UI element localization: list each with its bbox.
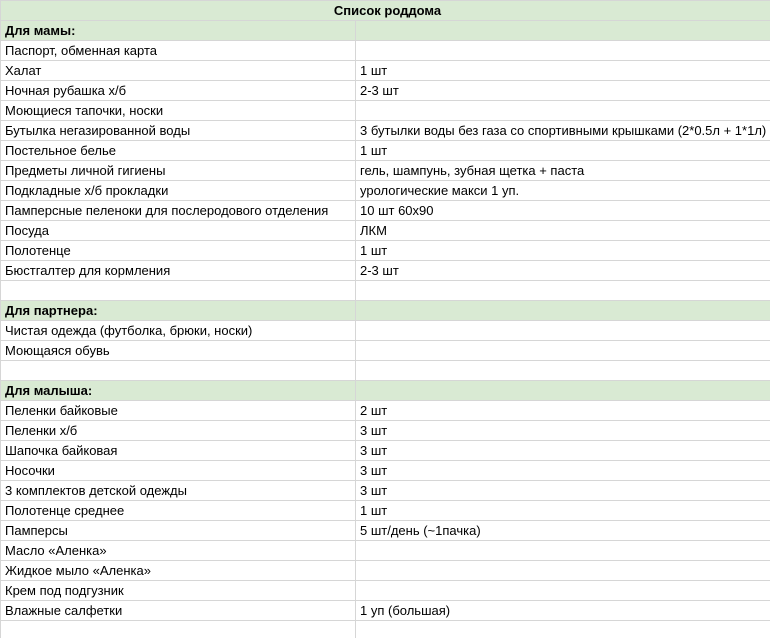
item-row xyxy=(1,261,770,281)
section-header-empty-cell[interactable] xyxy=(356,301,770,321)
item-row xyxy=(1,141,770,161)
item-name-cell[interactable]: Чистая одежда (футболка, брюки, носки) xyxy=(1,321,356,341)
item-name-cell[interactable]: Бюстгалтер для кормления xyxy=(1,261,356,281)
item-name-cell[interactable]: Полотенце среднее xyxy=(1,501,356,521)
section-header[interactable]: Для мамы: xyxy=(1,21,356,41)
item-qty-cell[interactable]: 3 шт xyxy=(356,421,770,441)
item-row xyxy=(1,501,770,521)
item-row xyxy=(1,461,770,481)
item-qty-cell[interactable]: 3 шт xyxy=(356,441,770,461)
item-qty-cell[interactable]: 1 шт xyxy=(356,61,770,81)
item-row xyxy=(1,421,770,441)
item-qty-cell[interactable] xyxy=(356,341,770,361)
item-row xyxy=(1,201,770,221)
item-qty-cell[interactable]: 3 бутылки воды без газа со спортивными крышками (2*0.5л + 1*1л) xyxy=(356,121,770,141)
empty-cell[interactable] xyxy=(356,361,770,381)
item-name-cell[interactable]: Носочки xyxy=(1,461,356,481)
item-name-cell[interactable]: Предметы личной гигиены xyxy=(1,161,356,181)
item-qty-cell[interactable]: 2 шт xyxy=(356,401,770,421)
spacer-row xyxy=(1,621,770,638)
item-row xyxy=(1,401,770,421)
item-name-cell[interactable]: Памперсные пеленоки для послеродового отделения xyxy=(1,201,356,221)
item-name-cell[interactable]: Пеленки х/б xyxy=(1,421,356,441)
title-row xyxy=(1,1,770,21)
item-name-cell[interactable]: 3 комплектов детской одежды xyxy=(1,481,356,501)
empty-cell[interactable] xyxy=(356,281,770,301)
item-name-cell[interactable]: Памперсы xyxy=(1,521,356,541)
item-qty-cell[interactable]: урологические макси 1 уп. xyxy=(356,181,770,201)
item-row xyxy=(1,581,770,601)
item-name-cell[interactable]: Халат xyxy=(1,61,356,81)
item-row xyxy=(1,521,770,541)
checklist-body xyxy=(1,1,770,638)
empty-cell[interactable] xyxy=(1,621,356,638)
empty-cell[interactable] xyxy=(356,621,770,638)
item-name-cell[interactable]: Жидкое мыло «Аленка» xyxy=(1,561,356,581)
item-name-cell[interactable]: Пеленки байковые xyxy=(1,401,356,421)
item-qty-cell[interactable]: 3 шт xyxy=(356,481,770,501)
item-name-cell[interactable]: Бутылка негазированной воды xyxy=(1,121,356,141)
item-row xyxy=(1,81,770,101)
item-name-cell[interactable]: Крем под подгузник xyxy=(1,581,356,601)
item-row xyxy=(1,561,770,581)
section-header[interactable]: Для партнера: xyxy=(1,301,356,321)
item-name-cell[interactable]: Масло «Аленка» xyxy=(1,541,356,561)
item-name-cell[interactable]: Постельное белье xyxy=(1,141,356,161)
item-name-cell[interactable]: Влажные салфетки xyxy=(1,601,356,621)
section-header[interactable]: Для малыша: xyxy=(1,381,356,401)
item-name-cell[interactable]: Шапочка байковая xyxy=(1,441,356,461)
item-qty-cell[interactable]: 5 шт/день (~1пачка) xyxy=(356,521,770,541)
item-qty-cell[interactable] xyxy=(356,561,770,581)
item-qty-cell[interactable] xyxy=(356,321,770,341)
empty-cell[interactable] xyxy=(1,361,356,381)
item-qty-cell[interactable]: 1 уп (большая) xyxy=(356,601,770,621)
item-row xyxy=(1,241,770,261)
item-name-cell[interactable]: Посуда xyxy=(1,221,356,241)
item-row xyxy=(1,441,770,461)
section-header-row xyxy=(1,21,770,41)
section-header-empty-cell[interactable] xyxy=(356,381,770,401)
section-header-row xyxy=(1,301,770,321)
item-qty-cell[interactable]: 1 шт xyxy=(356,501,770,521)
item-qty-cell[interactable]: 1 шт xyxy=(356,141,770,161)
item-qty-cell[interactable] xyxy=(356,41,770,61)
item-row xyxy=(1,61,770,81)
item-row xyxy=(1,601,770,621)
spacer-row xyxy=(1,281,770,301)
item-row xyxy=(1,101,770,121)
item-qty-cell[interactable] xyxy=(356,581,770,601)
item-row xyxy=(1,181,770,201)
item-qty-cell[interactable] xyxy=(356,541,770,561)
section-header-row xyxy=(1,381,770,401)
item-row xyxy=(1,161,770,181)
item-name-cell[interactable]: Подкладные х/б прокладки xyxy=(1,181,356,201)
item-name-cell[interactable]: Полотенце xyxy=(1,241,356,261)
sheet-title[interactable]: Список роддома xyxy=(1,1,770,21)
item-row xyxy=(1,221,770,241)
item-qty-cell[interactable]: 2-3 шт xyxy=(356,261,770,281)
item-row xyxy=(1,321,770,341)
item-row xyxy=(1,121,770,141)
section-header-empty-cell[interactable] xyxy=(356,21,770,41)
item-qty-cell[interactable]: 10 шт 60х90 xyxy=(356,201,770,221)
item-name-cell[interactable]: Ночная рубашка х/б xyxy=(1,81,356,101)
item-row xyxy=(1,481,770,501)
item-name-cell[interactable]: Паспорт, обменная карта xyxy=(1,41,356,61)
item-qty-cell[interactable] xyxy=(356,101,770,121)
spacer-row xyxy=(1,361,770,381)
item-name-cell[interactable]: Моющаяся обувь xyxy=(1,341,356,361)
item-qty-cell[interactable]: ЛКМ xyxy=(356,221,770,241)
item-row xyxy=(1,541,770,561)
item-name-cell[interactable]: Моющиеся тапочки, носки xyxy=(1,101,356,121)
item-qty-cell[interactable]: 2-3 шт xyxy=(356,81,770,101)
item-qty-cell[interactable]: 3 шт xyxy=(356,461,770,481)
item-qty-cell[interactable]: гель, шампунь, зубная щетка + паста xyxy=(356,161,770,181)
empty-cell[interactable] xyxy=(1,281,356,301)
item-row xyxy=(1,41,770,61)
item-row xyxy=(1,341,770,361)
item-qty-cell[interactable]: 1 шт xyxy=(356,241,770,261)
